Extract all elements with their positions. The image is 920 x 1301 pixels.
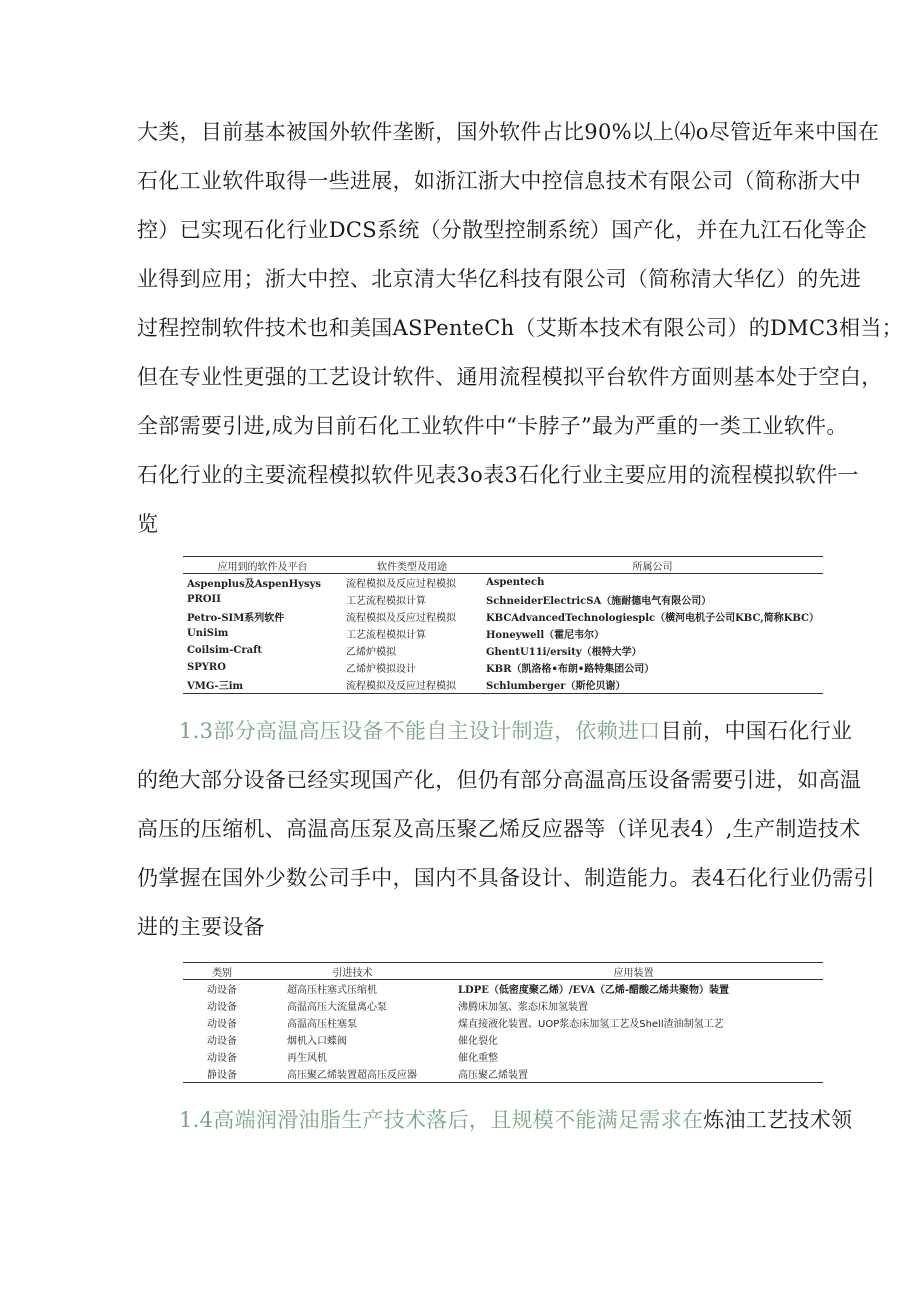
table-row (183, 659, 823, 676)
table-row (183, 1048, 823, 1065)
imported-technology: 高温高压柱塞泵 (287, 1019, 357, 1030)
table-row (183, 574, 823, 592)
software-company: GhentU11i/ersity（根特大学） (485, 647, 642, 658)
table-header: 引进技术 (261, 963, 444, 980)
software-company: KBR（凯洛格•布朗•路特集团公司） (485, 664, 655, 675)
software-name: UniSim (187, 628, 229, 639)
software-company: KBCAdvancedTechnologiesplc（横河电机子公司KBC,简称KBC） (485, 613, 819, 624)
equipment-category: 动设备 (207, 1002, 237, 1013)
application-unit: 沸腾床加氢、浆态床加氢装置 (458, 1002, 588, 1013)
equipment-category: 动设备 (207, 1053, 237, 1064)
paragraph-line: 但在专业性更强的工艺设计软件、通用流程模拟平台软件方面则基本处于空白， (137, 365, 883, 389)
software-name: Coilsim-Craft (187, 645, 263, 656)
section-heading-1-4: 1.4高端润滑油脂生产技术落后，且规模不能满足需求在 (179, 1108, 704, 1132)
table-row (183, 591, 823, 608)
paragraph-line: 的绝大部分设备已经实现国产化，但仍有部分高温高压设备需要引进，如高温 (137, 768, 862, 792)
software-type: 流程模拟及反应过程模拟 (346, 579, 457, 590)
software-type: 工艺流程模拟计算 (346, 596, 427, 607)
paragraph-line (137, 1105, 853, 1135)
paragraph-line: 览 (137, 512, 159, 536)
software-type: 乙烯炉模拟 (346, 647, 397, 658)
table-row (183, 642, 823, 659)
equipment-category: 动设备 (207, 1036, 237, 1047)
imported-technology: 再生风机 (287, 1053, 327, 1064)
imported-technology: 烟机入口蝶阀 (287, 1036, 347, 1047)
software-name: Aspenplus及AspenHysys (187, 579, 322, 590)
equipment-category: 动设备 (207, 985, 237, 996)
table-3-process-simulation-software (183, 556, 823, 694)
paragraph-line: 石化行业的主要流程模拟软件见表3o表3石化行业主要应用的流程模拟软件一 (137, 463, 859, 487)
paragraph-line: 仍掌握在国外少数公司手中，国内不具备设计、制造能力。表4石化行业仍需引 (137, 866, 875, 890)
table-row (183, 1065, 823, 1083)
software-name: VMG-三im (183, 676, 342, 694)
software-name: SPYRO (187, 662, 226, 673)
table-header: 类别 (183, 963, 261, 980)
application-unit: 煤直接液化装置、UOP浆态床加氢工艺及Shell渣油制氢工艺 (458, 1019, 724, 1030)
software-type: 工艺流程模拟计算 (346, 630, 427, 641)
software-type: 乙烯炉模拟设计 (346, 664, 417, 675)
software-company: SchneiderElectricSA（施耐德电气有限公司） (485, 596, 712, 607)
software-name: PROII (187, 594, 221, 605)
equipment-category: 静设备 (183, 1065, 261, 1083)
software-type: 流程模拟及反应过程模拟 (346, 613, 457, 624)
paragraph-line: 全部需要引进,成为目前石化工业软件中“卡脖子”最为严重的一类工业软件。 (137, 414, 848, 438)
application-unit: 高压聚乙烯装置 (444, 1065, 823, 1083)
table-row (183, 676, 823, 694)
paragraph-text: 炼油工艺技术领 (703, 1108, 853, 1132)
application-unit: 催化裂化 (458, 1036, 498, 1047)
paragraph-line: 石化工业软件取得一些进展，如浙江浙大中控信息技术有限公司（简称浙大中 (137, 169, 862, 193)
table-row (183, 1031, 823, 1048)
paragraph-line (137, 716, 853, 746)
software-type: 流程模拟及反应过程模拟 (342, 676, 482, 694)
table-row (183, 1014, 823, 1031)
software-company: Honeywell（霍尼韦尔） (485, 630, 605, 641)
table-row (183, 997, 823, 1014)
software-company: Schlumberger（斯伦贝谢） (482, 676, 823, 694)
table-row (183, 625, 823, 642)
paragraph-text: 目前，中国石化行业 (660, 719, 853, 743)
table-header: 应用装置 (444, 963, 823, 980)
table-4-imported-equipment (183, 962, 823, 1083)
table-header: 所属公司 (482, 557, 823, 574)
table-header: 软件类型及用途 (342, 557, 482, 574)
paragraph-line: 进的主要设备 (137, 915, 265, 939)
section-heading-1-3: 1.3部分高温高压设备不能自主设计制造，依赖进口 (179, 719, 661, 743)
paragraph-line: 业得到应用；浙大中控、北京清大华亿科技有限公司（简称清大华亿）的先进 (137, 267, 862, 291)
application-unit: 催化重整 (458, 1053, 498, 1064)
imported-technology: 超高压柱塞式压缩机 (287, 985, 377, 996)
application-unit: LDPE（低密度聚乙烯）/EVA（乙烯-醋酸乙烯共聚物）装置 (458, 985, 730, 996)
imported-technology: 高温高压大流量离心泵 (287, 1002, 387, 1013)
table-row (183, 980, 823, 998)
paragraph-line: 过程控制软件技术也和美国ASPenteCh（艾斯本技术有限公司）的DMC3相当； (137, 316, 903, 340)
software-company: Aspentech (485, 577, 545, 588)
table-header: 应用到的软件及平台 (183, 557, 342, 574)
imported-technology: 高压聚乙烯装置超高压反应器 (261, 1065, 444, 1083)
equipment-category: 动设备 (207, 1019, 237, 1030)
paragraph-line: 大类，目前基本被国外软件垄断，国外软件占比90%以上⑷o尽管近年来中国在 (137, 120, 880, 144)
paragraph-line: 控）已实现石化行业DCS系统（分散型控制系统）国产化，并在九江石化等企 (137, 218, 867, 242)
table-row (183, 608, 823, 625)
paragraph-line: 高压的压缩机、高温高压泵及高压聚乙烯反应器等（详见表4）,生产制造技术 (137, 817, 861, 841)
software-name: Petro-SIM系列软件 (187, 613, 285, 624)
